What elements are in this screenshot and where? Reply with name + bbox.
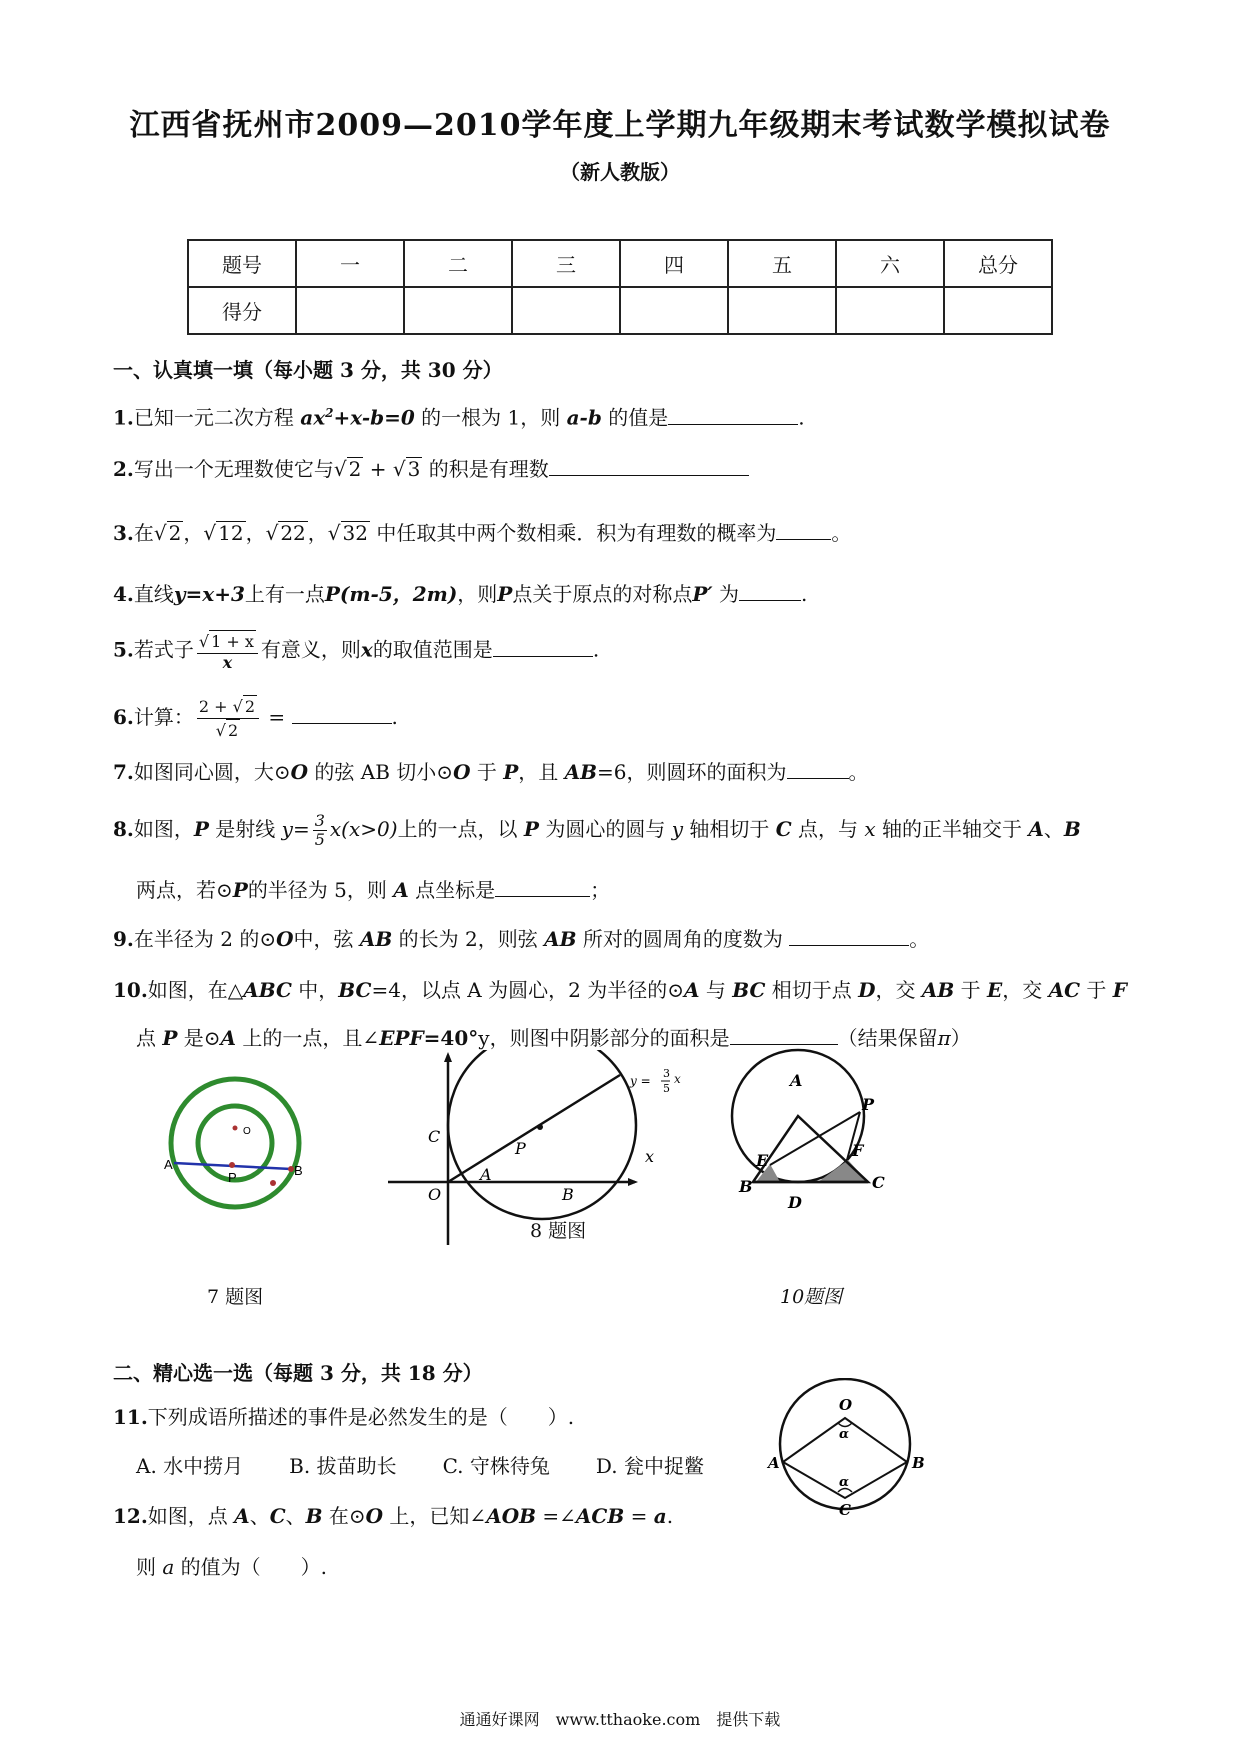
question-10 — [113, 976, 1127, 1004]
math-expr: O — [453, 760, 471, 784]
score-cell: 题号 — [188, 240, 296, 287]
math-expr: P — [232, 878, 248, 902]
question-text: 中， — [291, 978, 339, 1002]
math-radicand: 22 — [280, 521, 306, 545]
answer-blank[interactable] — [495, 878, 590, 897]
question-7 — [113, 758, 869, 786]
answer-blank[interactable] — [493, 638, 593, 657]
point-p — [537, 1124, 543, 1130]
math-fraction: $\frac{√ 1 + x}{x}$ — [197, 630, 258, 672]
footer-text: 通通好课网 www.tthaoke.com 提供下载 — [459, 1710, 781, 1729]
question-1 — [113, 399, 805, 432]
question-text: 两点，若⊙ — [136, 878, 233, 902]
question-text: 为 — [712, 582, 740, 606]
math-radicand: 2 — [244, 697, 256, 716]
score-table — [187, 239, 1053, 335]
section-2-heading: 二、精心选一选（每题 3 分，共 18 分） — [113, 1361, 483, 1385]
question-number: 3. — [113, 521, 134, 545]
score-input-cell[interactable] — [512, 287, 620, 334]
question-text: =∠ — [536, 1504, 576, 1528]
tangent-point — [229, 1162, 235, 1168]
punctuation: ； — [590, 878, 611, 902]
question-number: 1. — [113, 405, 134, 430]
label-p: P — [228, 1170, 237, 1185]
question-text: 上的一点，以 — [397, 817, 524, 841]
math-expr: BC — [338, 978, 372, 1002]
question-text: 中任取其中两个数相乘．积为有理数的概率为 — [369, 521, 777, 545]
question-8-line-2 — [136, 876, 610, 904]
math-expr: P′ — [692, 582, 713, 606]
label-alpha-top: α — [839, 1427, 850, 1442]
question-text: 在 — [133, 521, 154, 545]
question-text: ，交 — [1002, 978, 1049, 1002]
line-equation-den: 5 — [663, 1082, 670, 1095]
math-expr: ACB — [575, 1504, 625, 1528]
question-number: 11. — [113, 1405, 148, 1429]
label-d: D — [788, 1193, 802, 1212]
math-expr: ax — [300, 405, 326, 430]
label-a: A — [768, 1454, 780, 1472]
punctuation: 。 — [831, 521, 852, 545]
question-text: 与 — [699, 978, 733, 1002]
figure-10-triangle-circle — [720, 1048, 920, 1218]
question-number: 10. — [113, 978, 148, 1002]
question-text: 则 — [136, 1555, 163, 1579]
question-text: =6，则圆环的面积为 — [597, 760, 787, 784]
math-expr: BC — [732, 978, 766, 1002]
question-3: 3.在√ 2 ，√ 12 ，√ 22 ，√ 32 中任取其中两个数相乘．积为有理数的概率为 。 — [113, 521, 852, 545]
label-b: B — [294, 1163, 303, 1178]
fraction-denominator: 2 — [227, 721, 239, 740]
small-circle — [198, 1106, 272, 1180]
score-cell: 三 — [512, 240, 620, 287]
answer-blank[interactable] — [787, 760, 849, 779]
question-text: 相切于点 — [765, 978, 859, 1002]
option-c[interactable]: C. 守株待兔 — [442, 1454, 550, 1478]
math-operator: = — [262, 705, 286, 729]
label-f: F — [852, 1141, 864, 1160]
punctuation: . — [592, 637, 600, 662]
label-b: B — [739, 1177, 753, 1196]
figure-10-caption: 10题图 — [780, 1286, 843, 1308]
math-expr: +x-b=0 — [333, 405, 415, 430]
math-expr: AOB — [486, 1504, 537, 1528]
large-circle — [171, 1079, 299, 1207]
question-9 — [113, 925, 929, 953]
math-expr: y — [671, 817, 683, 841]
answer-blank[interactable] — [549, 457, 749, 476]
math-radicand: 32 — [342, 521, 368, 545]
math-expr: y= — [281, 817, 310, 841]
math-expr: π — [937, 1026, 951, 1050]
score-table-header-row — [188, 240, 1052, 287]
separator: ， — [307, 521, 328, 545]
math-expr: O — [365, 1504, 384, 1528]
math-expr: F — [1112, 978, 1127, 1002]
math-expr: E — [986, 978, 1003, 1002]
label-o: O — [243, 1126, 251, 1137]
separator: ， — [245, 521, 266, 545]
math-expr: =40° — [423, 1026, 479, 1050]
question-text: 点 — [136, 1026, 163, 1050]
question-11-options — [136, 1452, 750, 1480]
answer-blank[interactable] — [668, 406, 798, 425]
y-axis-arrow — [444, 1052, 452, 1062]
question-text: 写出一个无理数使它与 — [133, 457, 334, 481]
question-4 — [113, 580, 807, 608]
fraction-denominator: 5 — [314, 830, 325, 849]
separator: ， — [183, 521, 204, 545]
math-fraction — [313, 812, 327, 849]
angle-arc-top — [838, 1423, 852, 1427]
answer-blank[interactable] — [789, 927, 909, 946]
math-expr: AB — [544, 927, 577, 951]
score-input-cell[interactable] — [296, 287, 404, 334]
score-input-cell[interactable] — [620, 287, 728, 334]
question-text: 上的一点，且∠ — [236, 1026, 380, 1050]
question-text: 有意义，则 — [260, 637, 361, 662]
math-expr: EPF — [379, 1026, 424, 1050]
question-text: 在⊙ — [322, 1504, 366, 1528]
question-11 — [113, 1403, 574, 1431]
math-expr: P — [162, 1026, 178, 1050]
option-d[interactable]: D. 瓮中捉鳖 — [595, 1454, 704, 1478]
question-text: ） — [950, 1026, 971, 1050]
question-text: 的弦 AB 切小⊙ — [308, 760, 454, 784]
question-text: ，交 — [875, 978, 922, 1002]
question-text: 是射线 — [208, 817, 282, 841]
question-text: ，且 — [518, 760, 565, 784]
question-text: 的取值范围是 — [372, 637, 493, 662]
line-equation-num: 3 — [663, 1067, 670, 1080]
label-x: x — [645, 1147, 655, 1166]
question-6 — [113, 695, 398, 742]
question-text: 在半径为 2 的⊙ — [133, 927, 277, 951]
label-o: O — [839, 1396, 853, 1414]
math-expr: P(m-5，2m) — [324, 582, 458, 606]
label-b: B — [562, 1185, 574, 1204]
question-text: 轴相切于 — [683, 817, 776, 841]
answer-blank[interactable] — [776, 521, 831, 540]
score-row-label: 得分 — [188, 287, 296, 334]
math-expr: A — [393, 878, 409, 902]
math-expr: x — [864, 817, 876, 841]
question-text: 的值为（ ）. — [174, 1555, 328, 1579]
score-cell: 六 — [836, 240, 944, 287]
math-expr: P — [497, 582, 513, 606]
question-number: 5. — [113, 637, 134, 662]
line-equation-lhs: y = — [630, 1074, 651, 1088]
math-expr: a-b — [566, 405, 602, 430]
figure-12-inscribed-angle — [760, 1378, 930, 1518]
ray-line — [448, 1075, 620, 1182]
option-a[interactable]: A. 水中捞月 — [136, 1454, 244, 1478]
question-number: 7. — [113, 760, 134, 784]
math-radicand: 12 — [218, 521, 244, 545]
math-expr: O — [276, 927, 294, 951]
math-expr: x — [360, 637, 373, 662]
question-text: 点关于原点的对称点 — [512, 582, 693, 606]
math-expr: AB — [359, 927, 393, 951]
circle-p — [448, 1050, 636, 1219]
question-text: 直线 — [133, 582, 174, 606]
option-b[interactable]: B. 拔苗助长 — [289, 1454, 397, 1478]
fraction-denominator: x — [222, 653, 233, 672]
section-1-heading: 一、认真填一填（每小题 3 分，共 30 分） — [113, 358, 503, 382]
math-expr: A — [1028, 817, 1044, 841]
question-text: 所对的圆周角的度数为 — [576, 927, 790, 951]
math-expr: D — [858, 978, 876, 1002]
question-text: =4，以点 A 为圆心，2 为半径的⊙ — [371, 978, 684, 1002]
question-5 — [113, 630, 599, 672]
answer-blank[interactable] — [730, 1026, 838, 1045]
punctuation: . — [391, 705, 398, 729]
question-text: （结果保留 — [837, 1026, 938, 1050]
math-expr: P — [523, 817, 539, 841]
math-expr: a — [653, 1504, 667, 1528]
math-operator: + — [363, 457, 393, 481]
question-number: 12. — [113, 1504, 148, 1528]
score-input-cell[interactable] — [836, 287, 944, 334]
question-number: 8. — [113, 817, 134, 841]
question-text: y，则图中阴影部分的面积是 — [478, 1026, 730, 1050]
score-cell: 四 — [620, 240, 728, 287]
label-c: C — [872, 1173, 885, 1192]
question-text: 于 — [954, 978, 987, 1002]
math-expr: C — [775, 817, 792, 841]
math-fraction: $\frac{2 + √ 2}{√ 2}$ — [197, 695, 259, 742]
math-expr: A — [220, 1026, 237, 1050]
question-text: 的值是 — [601, 405, 669, 430]
math-expr: y=x+3 — [173, 582, 245, 606]
math-expr: C — [269, 1504, 286, 1528]
score-cell: 五 — [728, 240, 836, 287]
score-input-cell[interactable] — [728, 287, 836, 334]
x-axis-arrow — [628, 1178, 638, 1186]
answer-blank[interactable] — [739, 582, 801, 601]
label-b: B — [912, 1454, 925, 1472]
math-expr: B — [1063, 817, 1081, 841]
question-number: 9. — [113, 927, 134, 951]
question-text: = — [624, 1504, 654, 1528]
score-cell: 一 — [296, 240, 404, 287]
question-text: 点，与 — [791, 817, 865, 841]
label-p: P — [862, 1095, 875, 1114]
question-text: 于 — [470, 760, 504, 784]
question-text: 轴的正半轴交于 — [875, 817, 1029, 841]
question-text: 已知一元二次方程 — [133, 405, 301, 430]
math-expr: AB — [921, 978, 955, 1002]
math-radicand: 2 — [348, 457, 362, 481]
fraction-numerator: 3 — [314, 811, 325, 830]
math-expr: A — [234, 1504, 250, 1528]
question-text: 于 — [1080, 978, 1113, 1002]
math-expr: AC — [1048, 978, 1081, 1002]
question-text: 、 — [249, 1504, 270, 1528]
math-expr: O — [290, 760, 309, 784]
math-radicand: 2 — [168, 521, 182, 545]
question-text: 计算： — [133, 705, 194, 729]
math-exponent: 2 — [325, 406, 334, 420]
question-text: 如图，点 — [147, 1504, 235, 1528]
question-text: 点坐标是 — [408, 878, 496, 902]
punctuation: . — [798, 405, 805, 430]
figure-8-coordinate-plane — [380, 1050, 670, 1250]
math-radicand: 3 — [407, 457, 421, 481]
question-text: 的一根为 1，则 — [414, 405, 567, 430]
question-text: 的半径为 5，则 — [247, 878, 394, 902]
label-p: P — [515, 1139, 526, 1158]
label-a: A — [790, 1071, 803, 1090]
question-text: 、 — [285, 1504, 306, 1528]
label-e: E — [756, 1151, 769, 1170]
punctuation: 。 — [909, 927, 930, 951]
question-number: 4. — [113, 582, 134, 606]
punctuation: . — [801, 582, 808, 606]
math-expr: AB — [564, 760, 598, 784]
label-c: C — [839, 1501, 851, 1518]
punctuation: . — [666, 1504, 674, 1528]
question-text: 上，已知∠ — [383, 1504, 487, 1528]
math-expr: ABC — [243, 978, 292, 1002]
score-cell: 总分 — [944, 240, 1052, 287]
score-input-cell[interactable] — [404, 287, 512, 334]
question-text: 是⊙ — [177, 1026, 221, 1050]
circle-point — [270, 1180, 276, 1186]
label-alpha-bottom: α — [839, 1475, 850, 1490]
math-expr: a — [162, 1555, 175, 1579]
math-expr: B — [305, 1504, 323, 1528]
question-text: ，则 — [457, 582, 498, 606]
fraction-numerator: 1 + x — [211, 632, 254, 651]
question-text: 为圆心的圆与 — [538, 817, 672, 841]
question-text: 、 — [1043, 817, 1064, 841]
page-subtitle: （新人教版） — [560, 160, 680, 184]
label-o: O — [428, 1185, 442, 1204]
question-2: 2.写出一个无理数使它与√ 2 + √ 3 的积是有理数 — [113, 455, 749, 483]
page-title: 江西省抚州市2009—2010学年度上学期九年级期末考试数学模拟试卷 — [129, 108, 1111, 143]
question-text: 的积是有理数 — [422, 457, 549, 481]
math-expr: P — [503, 760, 519, 784]
question-8 — [113, 812, 1081, 849]
question-text: 如图，在△ — [147, 978, 244, 1002]
math-expr: P — [193, 817, 209, 841]
question-text: 上有一点 — [244, 582, 325, 606]
question-number: 2. — [113, 457, 134, 481]
score-cell: 二 — [404, 240, 512, 287]
answer-blank[interactable] — [292, 705, 392, 724]
figure-8-equation-x: x — [674, 1072, 681, 1086]
punctuation: 。 — [848, 760, 869, 784]
math-expr: x(x>0) — [329, 817, 398, 841]
question-text: 中，弦 — [293, 927, 360, 951]
question-12-line-2 — [136, 1553, 327, 1581]
figure-7-concentric-circles — [155, 1065, 315, 1220]
center-point — [233, 1126, 238, 1131]
figure-8-caption: 8 题图 — [530, 1220, 587, 1242]
question-text: 如图同心圆，大⊙ — [133, 760, 291, 784]
question-text: 如图， — [133, 817, 194, 841]
question-number: 6. — [113, 705, 134, 729]
question-text: 的长为 2，则弦 — [392, 927, 545, 951]
label-a: A — [164, 1157, 173, 1172]
math-expr: A — [683, 978, 700, 1002]
score-input-cell[interactable] — [944, 287, 1052, 334]
label-c: C — [428, 1127, 441, 1146]
question-12 — [113, 1502, 673, 1530]
label-a: A — [480, 1165, 492, 1184]
score-table-score-row — [188, 287, 1052, 334]
fraction-numerator: 2 + — [198, 697, 233, 716]
figure-7-caption: 7 题图 — [207, 1286, 264, 1308]
question-text: 若式子 — [133, 637, 194, 662]
question-text: 下列成语所描述的事件是必然发生的是（ ）. — [147, 1405, 575, 1429]
